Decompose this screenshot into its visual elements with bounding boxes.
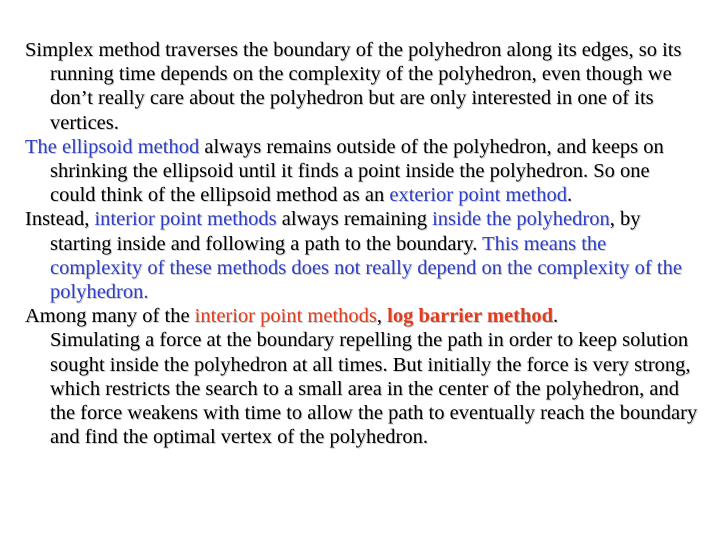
ellipsoid-text: always remains outside of the polyhedron, and keeps on shrinking the ellipsoid until it finds a point inside the polyhedron. So one could think of the ellipsoid method as an [50, 135, 664, 207]
paragraph-ellipsoid [25, 135, 698, 208]
log-barrier-period: . [553, 305, 559, 328]
paragraph-simplex [25, 38, 698, 135]
paragraph-simulating-force [25, 328, 698, 449]
complexity-note: This means the complexity of these methods does not really depend on the complexity of the polyhedron. [50, 232, 682, 304]
paragraph-log-barrier [25, 304, 698, 328]
ellipsoid-period: . [566, 184, 573, 207]
exterior-point-method-term: exterior point method [389, 184, 567, 207]
interior-text-a: always remaining [276, 208, 433, 231]
paragraph-interior [25, 207, 698, 304]
ellipsoid-method-term: The ellipsoid method [25, 135, 200, 158]
interior-point-methods-red-term: interior point methods [194, 305, 377, 328]
simulating-force-text: Simulating a force at the boundary repelling the path in order to keep solution sought inside the polyhedron at all times. But initially the force is very strong, which restricts the search to a small area in the center of the polyhedron, and the force weakens with time to allow the path to eventually reach the boundary and find the optimal vertex of the polyhedron. [50, 329, 698, 449]
interior-text-b: , by starting inside and following a path to the boundary. [50, 208, 641, 255]
inside-polyhedron-term: inside the polyhedron [432, 208, 610, 231]
log-barrier-method-term: log barrier method [387, 305, 553, 328]
interior-point-methods-term: interior point methods [94, 208, 277, 231]
comma-text: , [376, 305, 388, 328]
interior-lead-text: Instead, [25, 208, 95, 231]
simplex-text: Simplex method traverses the boundary of the polyhedron along its edges, so its running time depends on the complexity of the polyhedron, even though we don’t really care about the polyhedron but are only interested in one of its vertices. [25, 39, 682, 134]
among-text: Among many of the [25, 305, 195, 328]
